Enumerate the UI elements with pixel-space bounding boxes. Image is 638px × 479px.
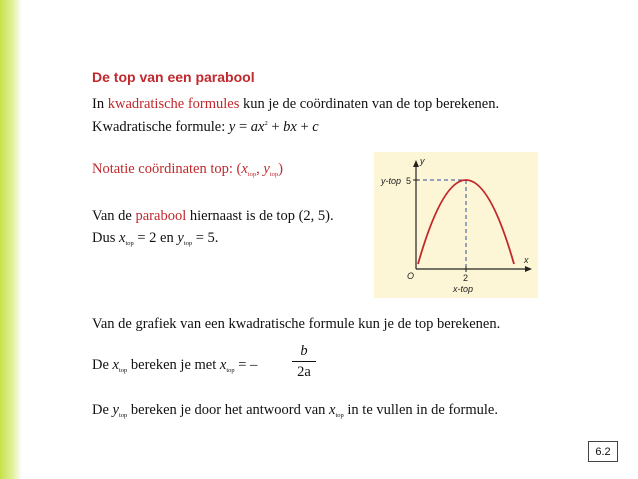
example1-suffix: hiernaast is de top (2, 5). (186, 208, 334, 224)
notation-comma: , (256, 161, 264, 177)
y-axis-arrow-icon (413, 160, 419, 167)
formula-line (92, 119, 319, 136)
ytop-calc-line (92, 402, 498, 419)
example2-x-sub: top (125, 240, 134, 247)
intro-line (92, 96, 499, 113)
notation-prefix: Notatie coördinaten top: ( (92, 161, 242, 177)
xtop-calc-x2-sub: top (226, 367, 235, 374)
example2-y: y (177, 230, 184, 246)
ytop-calc-prefix: De (92, 402, 113, 418)
page-title: De top van een parabool (92, 69, 255, 85)
decorative-side-bar (0, 0, 22, 479)
notation-suffix: ) (278, 161, 283, 177)
intro-highlight: kwadratische formules (107, 96, 240, 112)
example-line-2 (92, 230, 218, 247)
y-axis-label: y (420, 156, 425, 166)
formula-exponent: 2 (264, 120, 268, 127)
calc-intro-line: Van de grafiek van een kwadratische formule kun je de top berekenen. (92, 316, 501, 332)
ytop-label: y-top (381, 176, 402, 186)
ytop-value: 5 (406, 176, 412, 186)
fraction-numerator: b (300, 343, 308, 359)
intro-prefix: In (92, 96, 108, 112)
formula-bx: bx (283, 119, 297, 135)
notation-x: x (241, 161, 248, 177)
example2-suffix: = 5. (192, 230, 219, 246)
xtop-calc-x-sub: top (118, 367, 128, 374)
formula-plus2: + (296, 119, 313, 135)
ytop-calc-x-sub: top (335, 412, 344, 419)
example-line-1 (92, 208, 334, 225)
example1-highlight: parabool (135, 208, 187, 224)
example2-y-sub: top (183, 240, 193, 247)
xtop-calc-prefix: De (92, 357, 113, 373)
parabola-graph (374, 152, 538, 298)
formula-y: y (228, 119, 236, 135)
notation-y: y (263, 161, 270, 177)
ytop-calc-y: y (112, 402, 119, 418)
notation-x-sub: top (247, 171, 257, 178)
ytop-calc-mid: bereken je door het antwoord van (127, 402, 330, 418)
origin-label: O (407, 271, 415, 281)
ytop-calc-y-sub: top (118, 412, 128, 419)
xtop-calc-x: x (112, 357, 119, 373)
notation-y-sub: top (269, 171, 279, 178)
formula-plus1: + (267, 119, 284, 135)
intro-suffix: kun je de coördinaten van de top berekenen. (239, 96, 500, 112)
xtop-calc-mid: bereken je met (127, 357, 220, 373)
xtop-label: x-top (453, 284, 474, 294)
example2-prefix: Dus (92, 230, 119, 246)
fraction-denominator (292, 364, 316, 381)
example2-x: x (119, 230, 126, 246)
xtop-calc-line (92, 357, 257, 374)
fraction-b-over-2a (292, 343, 316, 381)
ytop-calc-x: x (329, 402, 336, 418)
formula-eq: = (235, 119, 251, 135)
formula-c: c (312, 119, 319, 135)
x-axis-arrow-icon (525, 266, 532, 272)
formula-a: a (250, 119, 259, 135)
notation-line (92, 161, 283, 178)
fraction-denominator-text: 2a (297, 364, 311, 380)
xtop-value: 2 (463, 273, 469, 283)
example2-mid: = 2 en (133, 230, 178, 246)
fraction-bar (292, 361, 316, 362)
slide-number-badge: 6.2 (588, 441, 618, 462)
xtop-calc-x2: x (219, 357, 227, 373)
formula-prefix: Kwadratische formule: (92, 119, 229, 135)
example1-prefix: Van de (92, 208, 136, 224)
formula-x: x (258, 119, 265, 135)
xtop-calc-eq: = – (234, 357, 258, 373)
ytop-calc-suffix: in te vullen in de formule. (343, 402, 498, 418)
x-axis-label: x (524, 255, 529, 265)
